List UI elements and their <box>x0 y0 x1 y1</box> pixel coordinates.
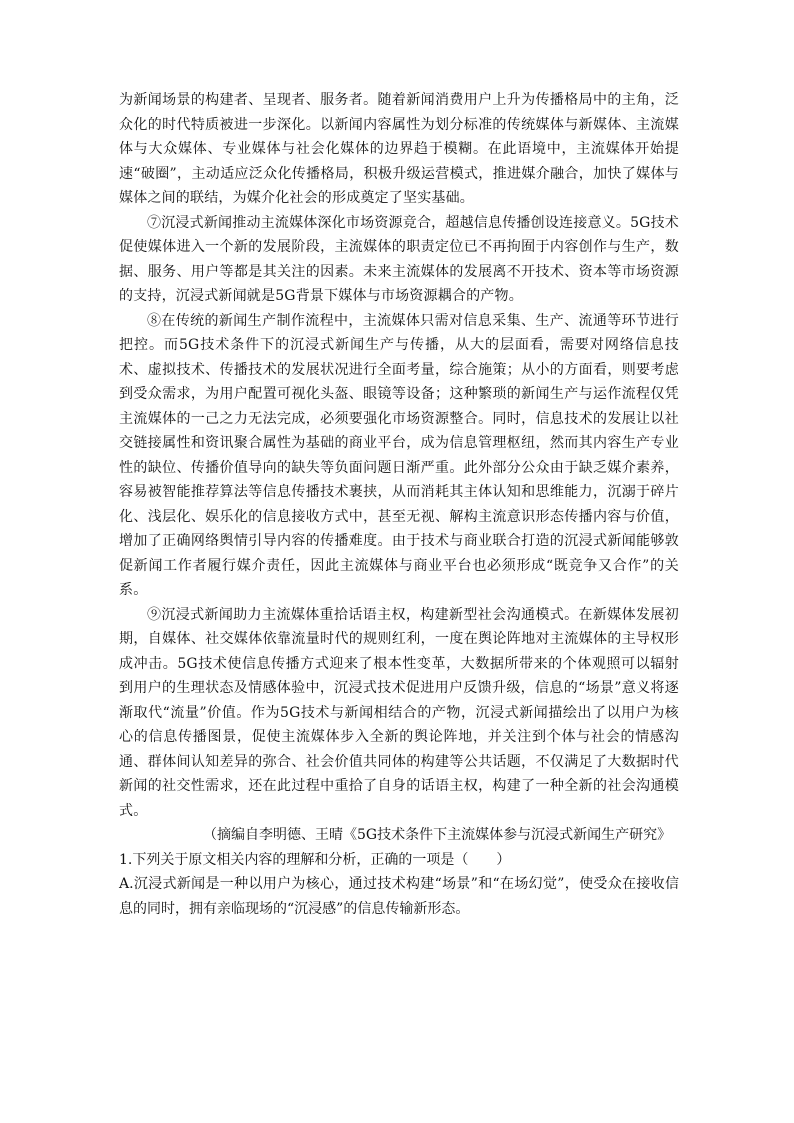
question-1: 1.下列关于原文相关内容的理解和分析，正确的一项是（ ） <box>119 851 511 868</box>
paragraph-8: ⑧在传统的新闻生产制作流程中，主流媒体只需对信息采集、生产、流通等环节进行把控。而5G技术条件下的沉浸式新闻生产与传播，从大的层面看，需要对网络信息技术、虚拟技术、传播技术的发展状况进行全面考量，综合施策；从小的方面看，则要考虑到受众需求，为用户配置可视化头盔、眼镜等设备；这种繁琐的新闻生产与运作流程仅凭主流媒体的一己之力无法完成，必须要强化市场资源整合。同时，信息技术的发展让以社交链接属性和资讯聚合属性为基础的商业平台，成为信息管理枢纽，然而其内容生产专业性的缺位、传播价值导向的缺失等负面问题日渐严重。此外部分公众由于缺乏媒介素养，容易被智能推荐算法等信息传播技术裹挟，从而消耗其主体认知和思维能力，沉溺于碎片化、浅层化、娱乐化的信息接收方式中，甚至无视、解构主流意识形态传播内容与价值，增加了正确网络舆情引导内容的传播难度。由于技术与商业联合打造的沉浸式新闻能够敦促新闻工作者履行媒介责任，因此主流媒体与商业平台也必须形成“既竞争又合作”的关系。 <box>119 312 679 598</box>
document-page <box>119 88 679 921</box>
source-citation: （摘编自李明德、王晴《5G技术条件下主流媒体参与沉浸式新闻生产研究》 <box>203 827 672 843</box>
option-a: A.沉浸式新闻是一种以用户为核心，通过技术构建“场景”和“在场幻觉”，使受众在接收信息的同时，拥有亲临现场的“沉浸感”的信息传输新形态。 <box>119 876 679 917</box>
paragraph-continued: 为新闻场景的构建者、呈现者、服务者。随着新闻消费用户上升为传播格局中的主角，泛众化的时代特质被进一步深化。以新闻内容属性为划分标准的传统媒体与新媒体、主流媒体与大众媒体、专业媒体与社会化媒体的边界趋于模糊。在此语境中，主流媒体开始提速“破圈”，主动适应泛众化传播格局，积极升级运营模式，推进媒介融合，加快了媒体与媒体之间的联结，为媒介化社会的形成奠定了坚实基础。 <box>119 92 679 206</box>
paragraph-7: ⑦沉浸式新闻推动主流媒体深化市场资源竞合，超越信息传播创设连接意义。5G技术促使媒体进入一个新的发展阶段，主流媒体的职责定位已不再拘囿于内容创作与生产，数据、服务、用户等都是其关注的因素。未来主流媒体的发展离不开技术、资本等市场资源的支持，沉浸式新闻就是5G背景下媒体与市场资源耦合的产物。 <box>119 214 679 304</box>
paragraph-9: ⑨沉浸式新闻助力主流媒体重拾话语主权，构建新型社会沟通模式。在新媒体发展初期，自媒体、社交媒体依靠流量时代的规则红利，一度在舆论阵地对主流媒体的主导权形成冲击。5G技术使信息传播方式迎来了根本性变革，大数据所带来的个体观照可以辐射到用户的生理状态及情感体验中，沉浸式技术促进用户反馈升级，信息的“场景”意义将逐渐取代“流量”价值。作为5G技术与新闻相结合的产物，沉浸式新闻描绘出了以用户为核心的信息传播图景，促使主流媒体步入全新的舆论阵地，并关注到个体与社会的情感沟通、群体间认知差异的弥合、社会价值共同体的构建等公共话题，不仅满足了大数据时代新闻的社交性需求，还在此过程中重拾了自身的话语主权，构建了一种全新的社会沟通模式。 <box>119 606 679 819</box>
